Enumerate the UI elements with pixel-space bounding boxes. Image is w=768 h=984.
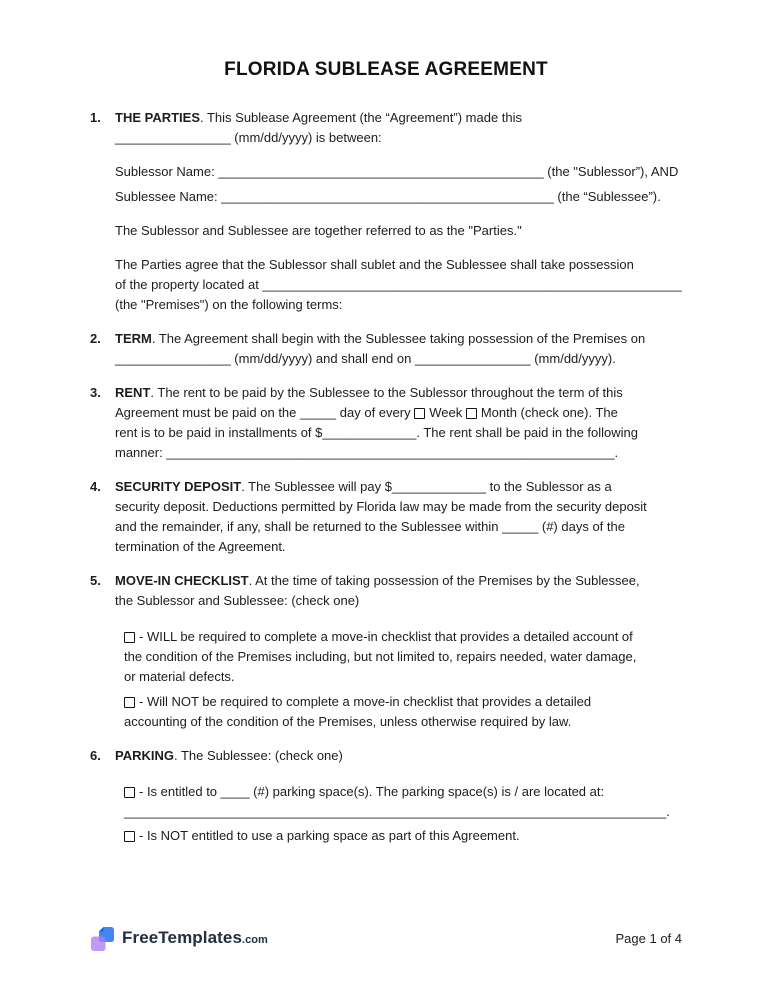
text-line bbox=[115, 329, 682, 349]
checkbox[interactable] bbox=[124, 697, 135, 708]
text-run: . The Sublessee: (check one) bbox=[173, 748, 343, 763]
section-number: 3. bbox=[90, 385, 101, 400]
paragraph bbox=[115, 627, 682, 687]
page-title: FLORIDA SUBLEASE AGREEMENT bbox=[224, 59, 548, 80]
text-run: Month (check one). The bbox=[480, 405, 618, 420]
text-line bbox=[115, 517, 682, 537]
text-run: Agreement must be paid on the _____ day of every bbox=[115, 405, 415, 420]
text-line bbox=[115, 477, 682, 497]
text-run: accounting of the condition of the Premises, unless otherwise required by law. bbox=[124, 714, 572, 729]
paragraph bbox=[115, 477, 682, 557]
section bbox=[90, 477, 682, 557]
text-line bbox=[115, 221, 682, 241]
text-line bbox=[115, 443, 682, 463]
paragraph bbox=[115, 692, 682, 732]
text-run: ________________ (mm/dd/yyyy) and shall end on ________________ (mm/dd/yyyy). bbox=[115, 351, 616, 366]
text-run: ___________________________________________________________________________. bbox=[124, 804, 670, 819]
section-heading: MOVE-IN CHECKLIST bbox=[115, 573, 249, 588]
text-line bbox=[124, 712, 682, 732]
text-line bbox=[124, 802, 682, 822]
text-run: Week bbox=[429, 405, 466, 420]
freetemplates-logo-icon bbox=[90, 926, 115, 953]
text-run: . The Agreement shall begin with the Sublessee taking possession of the Premises on bbox=[151, 331, 646, 346]
logo-square-shape bbox=[91, 936, 106, 951]
paragraph bbox=[115, 108, 682, 148]
text-line bbox=[115, 162, 682, 182]
text-run: The Parties agree that the Sublessor shall sublet and the Sublessee shall take possession bbox=[115, 257, 634, 272]
section-number: 4. bbox=[90, 479, 101, 494]
text-line bbox=[124, 826, 682, 846]
checkbox[interactable] bbox=[414, 408, 425, 419]
text-line bbox=[115, 383, 682, 403]
section bbox=[90, 746, 682, 846]
text-run: . The rent to be paid by the Sublessee to the Sublessor throughout the term of this bbox=[150, 385, 623, 400]
section bbox=[90, 329, 682, 369]
text-line bbox=[115, 537, 682, 557]
section-heading: TERM bbox=[115, 331, 152, 346]
brand-tld: .com bbox=[242, 934, 268, 946]
section-heading: THE PARTIES bbox=[115, 110, 200, 125]
paragraph bbox=[115, 782, 682, 822]
text-run: termination of the Agreement. bbox=[115, 539, 286, 554]
text-run: and the remainder, if any, shall be returned to the Sublessee within _____ (#) days of the bbox=[115, 519, 625, 534]
text-line bbox=[115, 746, 682, 766]
text-run: of the property located at __________________________________________________________ bbox=[115, 277, 682, 292]
text-line bbox=[124, 782, 682, 802]
text-line bbox=[115, 403, 682, 423]
text-run: Sublessee Name: ______________________________________________ (the “Sublessee”). bbox=[115, 189, 661, 204]
text-run: - WILL be required to complete a move-in checklist that provides a detailed account of bbox=[139, 629, 633, 644]
section bbox=[90, 383, 682, 463]
text-line bbox=[115, 497, 682, 517]
paragraph bbox=[115, 571, 682, 611]
text-line bbox=[115, 423, 682, 443]
text-run: manner: ______________________________________________________________. bbox=[115, 445, 619, 460]
text-line bbox=[115, 187, 682, 207]
text-run: . This Sublease Agreement (the “Agreement”) made this bbox=[200, 110, 523, 125]
text-line bbox=[115, 591, 682, 611]
text-line bbox=[115, 349, 682, 369]
section-heading: PARKING bbox=[115, 748, 174, 763]
paragraph bbox=[115, 221, 682, 241]
text-line bbox=[124, 667, 682, 687]
section-heading: SECURITY DEPOSIT bbox=[115, 479, 242, 494]
text-run: rent is to be paid in installments of $_____________. The rent shall be paid in the following bbox=[115, 425, 639, 440]
checkbox[interactable] bbox=[124, 787, 135, 798]
text-line bbox=[124, 692, 682, 712]
section bbox=[90, 108, 682, 315]
text-run: ________________ (mm/dd/yyyy) is between: bbox=[115, 130, 382, 145]
text-run: the Sublessor and Sublessee: (check one) bbox=[115, 593, 360, 608]
checkbox[interactable] bbox=[124, 831, 135, 842]
paragraph bbox=[115, 826, 682, 846]
paragraph bbox=[115, 255, 682, 315]
paragraph bbox=[115, 746, 682, 766]
text-line bbox=[124, 647, 682, 667]
text-run: - Is entitled to ____ (#) parking space(s). The parking space(s) is / are located at: bbox=[139, 784, 605, 799]
section-number: 1. bbox=[90, 110, 101, 125]
brand-text bbox=[122, 928, 268, 950]
section-number: 5. bbox=[90, 573, 101, 588]
text-line bbox=[115, 108, 682, 128]
text-line bbox=[115, 571, 682, 591]
text-run: Sublessor Name: _____________________________________________ (the "Sublessor”), AND bbox=[115, 164, 679, 179]
text-line bbox=[115, 255, 682, 275]
checkbox[interactable] bbox=[466, 408, 477, 419]
text-run: (the "Premises") on the following terms: bbox=[115, 297, 343, 312]
paragraph bbox=[115, 383, 682, 463]
text-line bbox=[115, 275, 682, 295]
text-run: - Will NOT be required to complete a move-in checklist that provides a detailed bbox=[139, 694, 592, 709]
text-run: . The Sublessee will pay $_____________ to the Sublessor as a bbox=[241, 479, 612, 494]
checkbox[interactable] bbox=[124, 632, 135, 643]
text-run: the condition of the Premises including, but not limited to, repairs needed, water damage, bbox=[124, 649, 637, 664]
freetemplates-logo bbox=[90, 926, 268, 953]
logo-fold-shape bbox=[99, 927, 104, 932]
text-run: security deposit. Deductions permitted by Florida law may be made from the security deposit bbox=[115, 499, 647, 514]
paragraph bbox=[115, 329, 682, 369]
section-heading: RENT bbox=[115, 385, 151, 400]
page-footer bbox=[90, 922, 682, 956]
brand-name: FreeTemplates bbox=[122, 928, 243, 947]
section-number: 2. bbox=[90, 331, 101, 346]
text-run: - Is NOT entitled to use a parking space as part of this Agreement. bbox=[139, 828, 520, 843]
text-line bbox=[115, 295, 682, 315]
document-body bbox=[90, 108, 682, 846]
section-number: 6. bbox=[90, 748, 101, 763]
text-run: or material defects. bbox=[124, 669, 235, 684]
section bbox=[90, 571, 682, 732]
text-run: . At the time of taking possession of the Premises by the Sublessee, bbox=[248, 573, 640, 588]
paragraph bbox=[115, 162, 682, 207]
text-line bbox=[115, 128, 682, 148]
text-line bbox=[124, 627, 682, 647]
page-number: Page 1 of 4 bbox=[615, 931, 682, 946]
text-run: The Sublessor and Sublessee are together referred to as the "Parties." bbox=[115, 223, 522, 238]
